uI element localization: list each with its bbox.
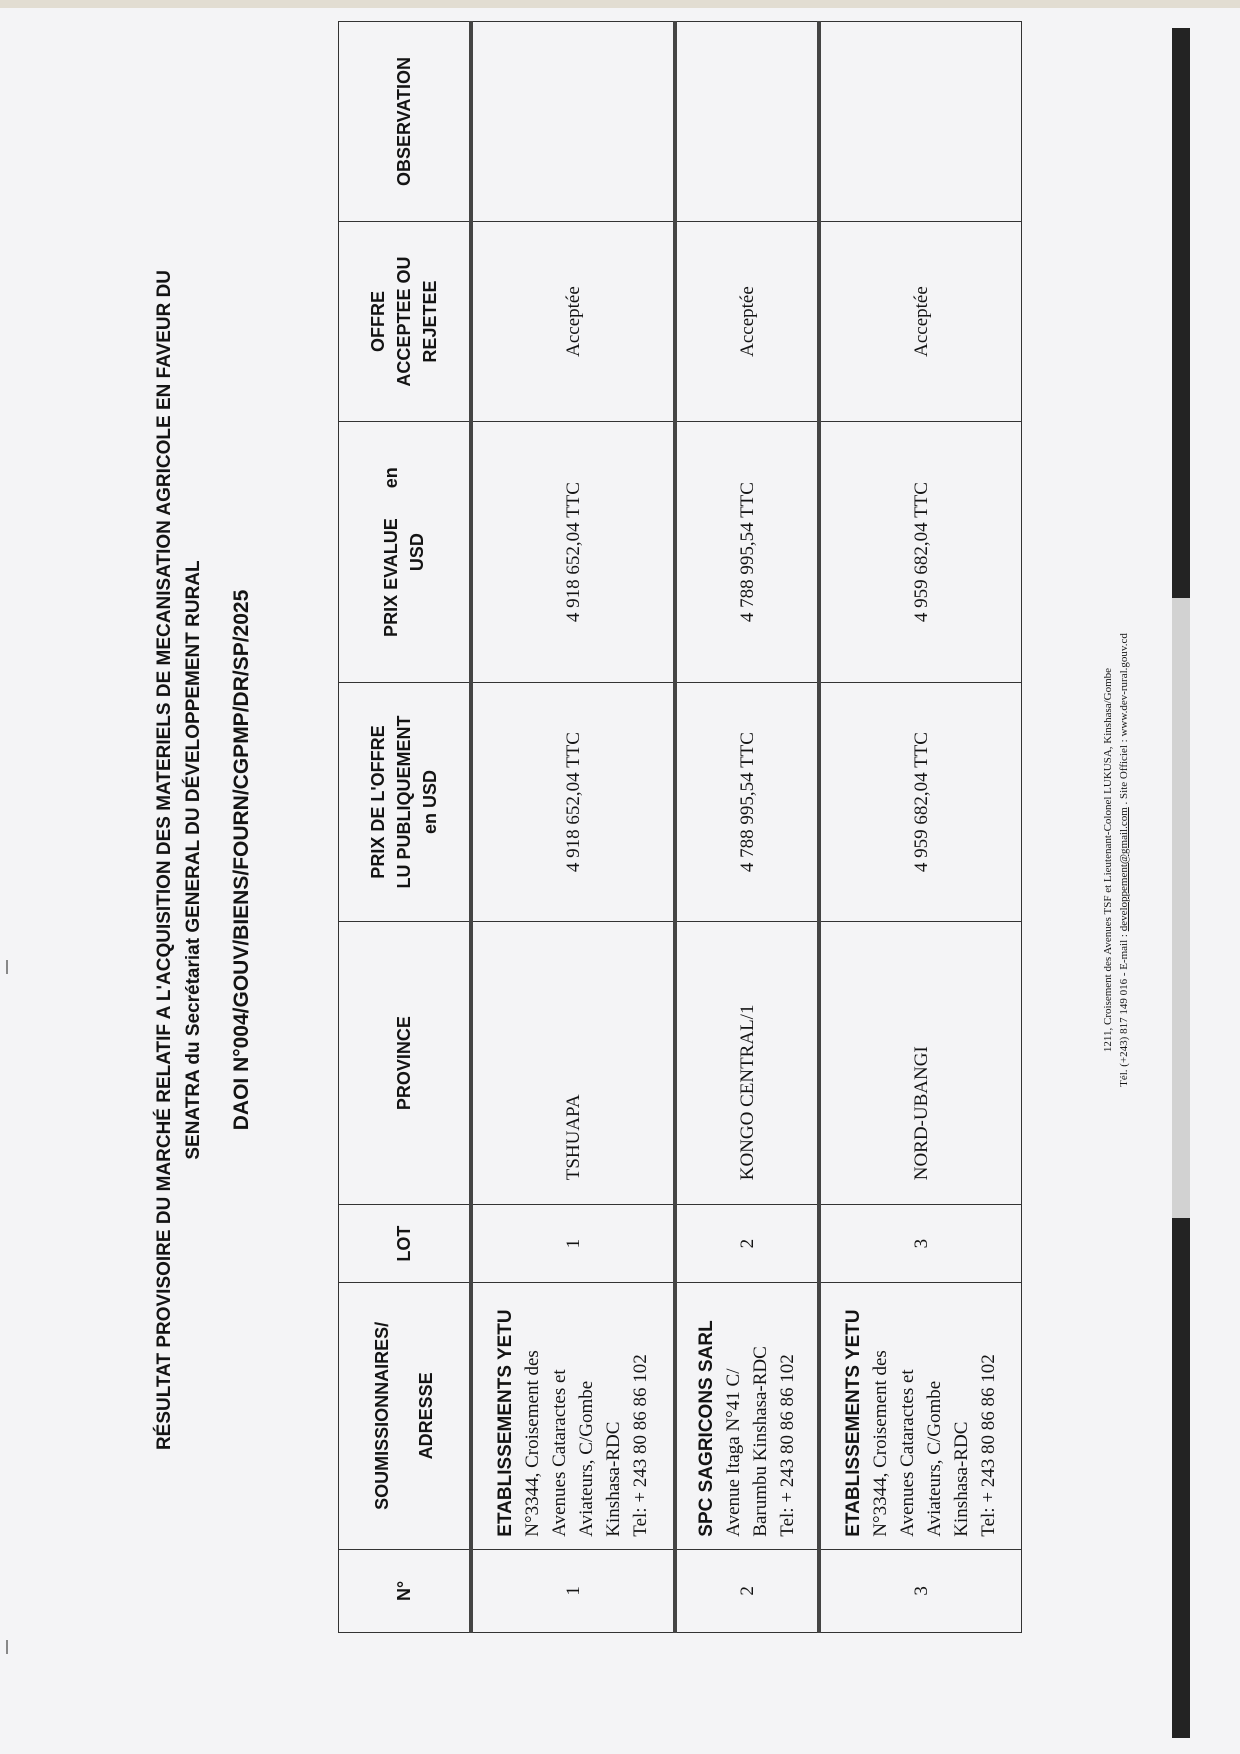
row-province: TSHUAPA (471, 921, 675, 1204)
row-num: 2 (675, 1549, 819, 1632)
row-price-read: 4 788 995,54 TTC (675, 683, 819, 922)
footer-phone: Tél. (+243) 817 149 016 - E-mail : (1118, 934, 1130, 1087)
header-price-read-line1: PRIX DE L'OFFRE (368, 725, 388, 879)
row-province: NORD-UBANGI (819, 921, 1022, 1204)
row-observation (471, 22, 675, 222)
bidder-phone: Tel: + 243 80 86 86 102 (978, 1354, 999, 1537)
document-title-line2: SENATRA du Secrétariat GENERAL DU DÉVELOPPEMENT RURAL (183, 560, 204, 1160)
footer-contact (1116, 30, 1132, 1690)
row-price-eval: 4 959 682,04 TTC (819, 422, 1022, 683)
bidder-address-line: Avenue Itaga N°41 C/ (723, 1368, 744, 1537)
row-lot: 3 (819, 1205, 1022, 1283)
row-bidder (819, 1283, 1022, 1550)
row-status: Acceptée (675, 222, 819, 422)
header-price-eval-en: en (381, 467, 401, 489)
row-bidder (471, 1283, 675, 1550)
header-price-eval (339, 422, 472, 683)
footer-website: . Site Officiel : www.dev-rural.gouv.cd (1118, 633, 1130, 805)
header-status-line2: ACCEPTEE OU (394, 256, 414, 387)
header-status-line1: OFFRE (368, 291, 388, 353)
header-bidder-line1: SOUMISSIONNAIRES/ (372, 1321, 392, 1510)
bidder-address-line: Barumbu Kinshasa-RDC (750, 1346, 771, 1537)
bidder-name: ETABLISSEMENTS YETU (495, 1309, 516, 1537)
rotated-document-page (0, 30, 1220, 1690)
bidder-address-line: Aviateurs, C/Gombe (576, 1380, 597, 1537)
table-row (819, 22, 1022, 1633)
row-province: KONGO CENTRAL/1 (675, 921, 819, 1204)
table-row (471, 22, 675, 1633)
header-price-read (339, 683, 472, 922)
row-price-read: 4 918 652,04 TTC (471, 683, 675, 922)
header-bidder (339, 1283, 472, 1550)
header-price-eval-line2: USD (407, 533, 427, 572)
table-row (675, 22, 819, 1633)
bidder-address-line: Avenues Cataractes et (549, 1369, 570, 1537)
document-reference: DAOI N°004/GOUV/BIENS/FOURN/CGPMP/DR/SP/2025 (230, 589, 253, 1131)
bidder-name: SPC SAGRICONS SARL (696, 1320, 717, 1537)
header-price-read-line2: LU PUBLIQUEMENT (394, 715, 414, 889)
row-num: 3 (819, 1549, 1022, 1632)
bidder-address-line: Kinshasa-RDC (603, 1421, 624, 1537)
row-price-eval: 4 788 995,54 TTC (675, 422, 819, 683)
row-bidder (675, 1283, 819, 1550)
bidder-address-line: Kinshasa-RDC (951, 1421, 972, 1537)
row-lot: 2 (675, 1205, 819, 1283)
bidder-address-line: N°3344, Croisement des (522, 1350, 543, 1537)
header-bidder-line2: ADRESSE (416, 1372, 436, 1460)
row-lot: 1 (471, 1205, 675, 1283)
document-title-line1: RÉSULTAT PROVISOIRE DU MARCHÉ RELATIF A L'ACQUISITION DES MATERIELS DE MECANISATION AGRICOLE EN FAVEUR DU (154, 269, 175, 1451)
row-status: Acceptée (471, 222, 675, 422)
row-price-read: 4 959 682,04 TTC (819, 683, 1022, 922)
bidder-phone: Tel: + 243 80 86 86 102 (630, 1354, 651, 1537)
row-observation (819, 22, 1022, 222)
bidder-address-line: Aviateurs, C/Gombe (924, 1380, 945, 1537)
document-header (150, 30, 254, 1690)
bidder-phone: Tel: + 243 80 86 86 102 (777, 1354, 798, 1537)
header-observation: OBSERVATION (339, 22, 472, 222)
header-num: N° (339, 1549, 472, 1632)
bidder-address-line: N°3344, Croisement des (870, 1350, 891, 1537)
bidder-name: ETABLISSEMENTS YETU (843, 1309, 864, 1537)
header-price-read-line3: en USD (420, 770, 440, 835)
row-num: 1 (471, 1549, 675, 1632)
row-status: Acceptée (819, 222, 1022, 422)
header-price-eval-line1: PRIX EVALUE (381, 518, 401, 637)
header-lot: LOT (339, 1205, 472, 1283)
scan-top-edge (0, 0, 1240, 8)
row-observation (675, 22, 819, 222)
header-status-line3: REJETEE (420, 280, 440, 363)
footer-email-link[interactable]: developpement@gmail.com (1118, 807, 1130, 932)
results-table (338, 21, 1022, 1633)
header-status (339, 222, 472, 422)
table-header-row (339, 22, 472, 1633)
row-price-eval: 4 918 652,04 TTC (471, 422, 675, 683)
header-province: PROVINCE (339, 921, 472, 1204)
footer-address: 1211, Croisement des Avenues TSF et Lieutenant-Colonel LUKUSA, Kinshasa/Gombe (1102, 667, 1114, 1053)
bidder-address-line: Avenues Cataractes et (897, 1369, 918, 1537)
document-footer (1100, 30, 1132, 1690)
